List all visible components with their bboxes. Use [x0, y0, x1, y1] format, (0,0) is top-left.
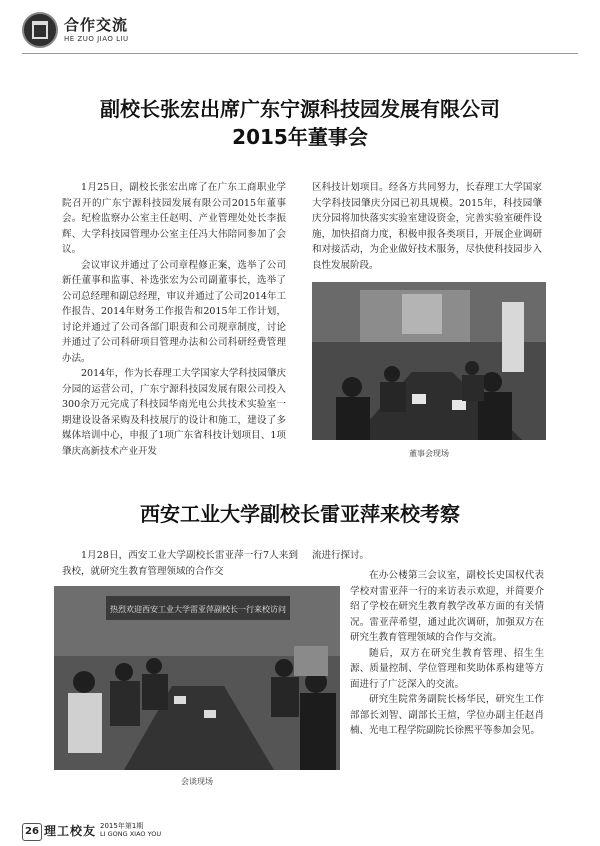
page-number: 26: [22, 823, 42, 841]
article1-right-column: [312, 180, 542, 273]
welcome-banner-text: 热烈欢迎西安工业大学雷亚萍副校长一行来校访问: [110, 605, 286, 614]
article2-right-column-top: [312, 548, 542, 564]
article2-paragraph: 流进行探讨。: [312, 550, 370, 561]
article1-paragraph: 会议审议并通过了公司章程修正案，选举了公司新任董事和监事、补选张宏为公司副董事长，选举了公司总经理和副总经理，审议并通过了公司2014年工作报告、2014年财务工作报告和2015年工作计划，讨论并通过了公司各部门职责和公司规章制度，讨论并通过了公司科研项目管理办法和公司科研经费管理办法。: [62, 259, 286, 364]
meeting-talks-caption: 会谈现场: [181, 777, 213, 786]
article1-paragraph: 区科技计划项目。经各方共同努力，长春理工大学国家大学科技园肇庆分园已初具规模。2015年，科技园肇庆分园将加快落实实验室建设资金，完善实验室硬件设施，加快招商力度，积极申报各类项目，开展企业调研和对接活动，为企业做好技术服务，尽快使科技园步入良性发展阶段。: [312, 182, 542, 271]
article2-left-column: [62, 548, 298, 579]
board-meeting-caption: 董事会现场: [409, 449, 449, 458]
issue-number: 2015年第1期: [100, 822, 144, 830]
board-meeting-photo-illustration: [312, 282, 546, 440]
article2-paragraph: 随后，双方在研究生教育管理、招生生源、质量控制、学位管理和奖助体系构建等方面进行了广泛深入的交流。: [350, 647, 544, 690]
article2-title: 西安工业大学副校长雷亚萍来校考察: [140, 502, 460, 526]
meeting-talks-photo: [54, 586, 340, 770]
article1-title: [40, 95, 560, 151]
board-meeting-photo: [312, 282, 546, 440]
article1-paragraph: 2014年，作为长春理工大学国家大学科技园肇庆分园的运营公司，广东宁源科技园发展有限公司投入300余万元完成了科技园华南光电公共技术实验室一期建设设备采购及科技展厅的设计和施工，建设了多媒体培训中心，申报了1项广东省科技计划项目、1项肇庆高新技术产业开发: [62, 368, 286, 457]
header-divider: [22, 53, 578, 54]
article1-title-line2: 2015年董事会: [232, 125, 368, 149]
article1-title-line1: 副校长张宏出席广东宁源科技园发展有限公司: [100, 97, 500, 121]
section-title-pinyin: HE ZUO JIAO LIU: [64, 35, 129, 43]
school-emblem-logo: [22, 12, 58, 48]
article2-paragraph: 1月28日，西安工业大学副校长雷亚萍一行7人来到我校，就研究生教育管理领域的合作交: [62, 550, 298, 577]
meeting-talks-photo-illustration: [54, 586, 340, 770]
article2-right-column: [350, 568, 544, 739]
article2-paragraph: 研究生院常务副院长杨华民，研究生工作部部长刘智、副部长王煊，学位办副主任赵肖楠、光电工程学院副院长徐熙平等参加会见。: [350, 694, 544, 736]
article1-left-column: [62, 180, 286, 459]
section-title: 合作交流: [64, 16, 129, 34]
magazine-name: 理工校友: [44, 824, 97, 838]
article1-paragraph: 1月25日，副校长张宏出席了在广东工商职业学院召开的广东宁源科技园发展有限公司2015年董事会。纪检监察办公室主任赵明、产业管理处处长李振辉、大学科技园管理办公室主任冯大伟陪同参加了会议。: [62, 182, 286, 255]
article2-paragraph: 在办公楼第三会议室，副校长史国权代表学校对雷亚萍一行的来访表示欢迎，并简要介绍了学校在研究生教育教学改革方面的有关情况。雷亚萍希望，通过此次调研，加强双方在研究生教育管理领域的合作与交流。: [350, 570, 544, 643]
magazine-name-pinyin: LI GONG XIAO YOU: [100, 830, 162, 838]
